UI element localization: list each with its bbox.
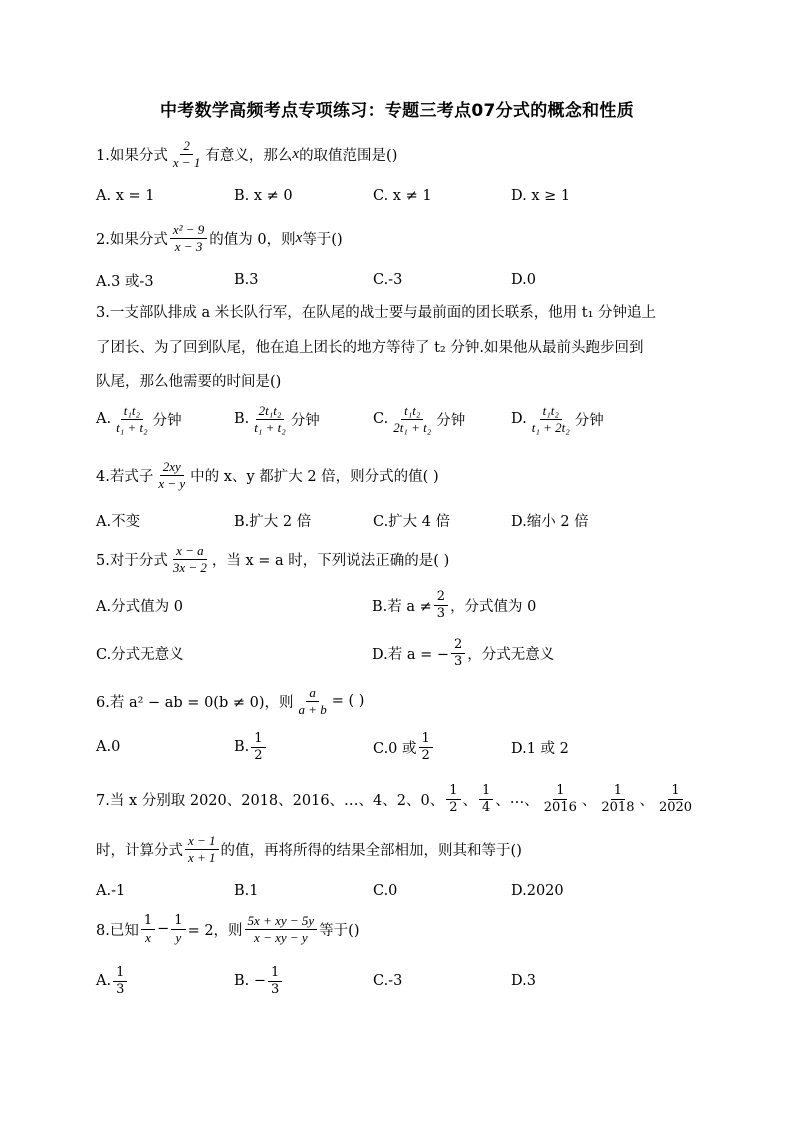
q7-option-c: C.0 <box>373 883 398 899</box>
q7-separator: 、 <box>639 792 654 809</box>
q4-denominator: x − y <box>158 475 186 491</box>
q6-option-c-prefix: C.0 或 <box>373 740 417 757</box>
q3-line-3: 队尾，那么他需要的时间是() <box>96 373 282 390</box>
q3-option-d-numerator: t₁t₂ <box>540 404 562 420</box>
q8-options <box>96 958 700 1004</box>
question-6 <box>96 678 700 724</box>
q2-option-b: B.3 <box>234 272 259 288</box>
q5-option-b-fraction <box>434 590 448 620</box>
q8-minus: − <box>157 921 170 937</box>
q7-line-1 <box>96 776 700 822</box>
q5-option-d-fraction <box>451 638 465 668</box>
q7-option-b: B.1 <box>234 883 259 899</box>
q6-option-c-denominator: 2 <box>421 747 430 763</box>
q3-option-c-fraction <box>390 404 434 434</box>
q5-option-c: C.分式无意义 <box>96 646 184 663</box>
q8-prefix: 8.已知 <box>96 922 139 939</box>
q6-suffix: = ( ) <box>331 693 365 709</box>
q7-seq-fraction-3 <box>541 784 580 814</box>
q6-numerator: a <box>306 686 319 702</box>
q6-option-b-numerator: 1 <box>251 732 265 748</box>
question-2 <box>96 215 700 261</box>
q3-line-1: 3.一支部队排成 a 米长队行军，在队尾的战士要与最前面的团长联系，他用 t₁ 分钟追上 <box>96 304 657 321</box>
q7-line-2-suffix: 的值，再将所得的结果全部相加，则其和等于() <box>220 842 522 859</box>
q7-separator: 、 <box>462 792 477 809</box>
q6-prefix: 6.若 a² − ab = 0(b ≠ 0)，则 <box>96 694 294 711</box>
q1-fraction <box>170 139 204 169</box>
q6-fraction <box>295 686 329 716</box>
q2-suffix-a: 的值为 0，则 <box>209 231 296 248</box>
q3-option-a-label: A. <box>96 411 112 427</box>
q1-prefix: 1.如果分式 <box>96 147 168 164</box>
q3-option-a <box>96 396 182 442</box>
q5-fraction <box>170 544 210 574</box>
q8-option-b-fraction <box>268 966 282 996</box>
q4-numerator: 2xy <box>160 460 184 476</box>
q7-separator: 、 <box>495 792 510 809</box>
q5-option-b-denominator: 3 <box>436 605 446 621</box>
q3-options <box>96 396 700 442</box>
q8-option-b-denominator: 3 <box>271 981 280 997</box>
q5-options-row-1 <box>96 582 700 628</box>
q3-option-b-fraction <box>251 404 289 434</box>
q8-option-b-prefix: B. − <box>234 973 267 989</box>
q3-option-a-fraction <box>113 404 151 434</box>
q7-seq-5-numerator: 1 <box>668 784 682 800</box>
q7-denominator: x + 1 <box>188 849 216 865</box>
question-4 <box>96 452 700 498</box>
q6-option-c-numerator: 1 <box>419 732 433 748</box>
q2-numerator: x² − 9 <box>170 223 207 239</box>
q1-suffix-b: 的取值范围是() <box>299 147 398 164</box>
q8-fraction-3 <box>245 914 318 944</box>
q1-option-a: A. x = 1 <box>96 188 155 204</box>
q6-option-b <box>234 724 268 770</box>
q1-variable: x <box>292 145 300 162</box>
q5-option-b-suffix: ，分式值为 0 <box>450 598 537 615</box>
q8-option-c: C.-3 <box>373 973 403 989</box>
q7-seq-4-numerator: 1 <box>611 784 625 800</box>
q4-suffix: 中的 x、y 都扩大 2 倍，则分式的值( ) <box>190 468 439 485</box>
q3-option-b-label: B. <box>234 411 250 427</box>
q8-fraction-3-denominator: x − xy − y <box>254 929 308 945</box>
q2-prefix: 2.如果分式 <box>96 231 168 248</box>
q6-option-a: A.0 <box>96 739 121 755</box>
q7-seq-5-denominator: 2020 <box>658 799 693 815</box>
q5-option-a: A.分式值为 0 <box>96 598 183 615</box>
question-5 <box>96 536 700 582</box>
q5-numerator: x − a <box>173 544 207 560</box>
q8-option-b <box>234 958 284 1004</box>
q3-option-d <box>511 396 604 442</box>
q3-option-b-numerator: 2t₁t₂ <box>256 404 285 420</box>
q5-prefix: 5.对于分式 <box>96 552 168 569</box>
q6-option-b-fraction <box>251 732 265 762</box>
q6-option-c <box>373 724 435 770</box>
q3-option-d-label: D. <box>511 411 527 427</box>
q3-option-c-unit: 分钟 <box>436 412 466 429</box>
q5-denominator: 3x − 2 <box>172 559 207 575</box>
q8-equation: = 2，则 <box>187 922 243 939</box>
q5-option-d-numerator: 2 <box>451 638 465 654</box>
q8-fraction-2-numerator: 1 <box>171 914 185 930</box>
q1-option-c: C. x ≠ 1 <box>373 188 432 204</box>
q3-option-c-numerator: t₁t₂ <box>401 404 423 420</box>
q8-option-a-fraction <box>113 966 127 996</box>
q3-option-d-fraction <box>529 404 573 434</box>
q4-option-d: D.缩小 2 倍 <box>511 513 589 530</box>
q8-option-b-numerator: 1 <box>268 966 282 982</box>
q3-option-c-denominator: 2t₁ + t₂ <box>393 419 432 435</box>
q7-seq-4-denominator: 2018 <box>601 799 635 815</box>
q5-suffix: ，当 x = a 时，下列说法正确的是( ) <box>211 552 450 569</box>
q7-line-2 <box>96 826 700 872</box>
q2-variable: x <box>295 229 303 246</box>
q7-seq-fraction-2 <box>479 784 493 814</box>
page-title: 中考数学高频考点专项练习：专题三考点07分式的概念和性质 <box>159 101 635 121</box>
q2-denominator: x − 3 <box>174 238 203 254</box>
q8-fraction-1-numerator: 1 <box>141 914 155 930</box>
q1-denominator: x − 1 <box>172 154 201 170</box>
q8-option-a-numerator: 1 <box>113 966 127 982</box>
q8-option-a-prefix: A. <box>96 973 112 989</box>
q7-option-a: A.-1 <box>96 883 126 899</box>
q7-seq-fraction-5 <box>656 784 695 814</box>
q5-option-d-suffix: ，分式无意义 <box>467 646 555 663</box>
q2-fraction <box>170 223 207 253</box>
q8-suffix: 等于() <box>319 922 360 939</box>
q6-option-c-fraction <box>419 732 433 762</box>
q7-seq-3-denominator: 2016 <box>543 799 577 815</box>
q3-option-d-denominator: t₁ + 2t₂ <box>531 419 570 435</box>
q7-option-d: D.2020 <box>511 883 564 899</box>
q2-option-d: D.0 <box>511 272 536 288</box>
q7-ellipsis: … <box>509 791 525 807</box>
q7-numerator: x − 1 <box>185 834 219 850</box>
q7-seq-1-numerator: 1 <box>446 784 460 800</box>
q2-option-c: C.-3 <box>373 272 403 288</box>
q1-numerator: 2 <box>180 139 193 155</box>
q5-options-row-2 <box>96 630 700 676</box>
q7-seq-2-denominator: 4 <box>482 799 491 815</box>
q8-fraction-1-denominator: x <box>145 929 151 945</box>
q6-option-d: D.1 或 2 <box>511 740 569 757</box>
q3-option-d-unit: 分钟 <box>574 412 604 429</box>
q5-option-b-prefix: B.若 a ≠ <box>372 598 432 615</box>
q7-seq-3-numerator: 1 <box>553 784 567 800</box>
q1-suffix-a: 有意义，那么 <box>205 147 293 164</box>
q7-fraction <box>185 834 219 864</box>
q3-line-2: 了团长、为了回到队尾，他在追上团长的地方等待了 t₂ 分钟.如果他从最前头跑步回到 <box>96 339 644 356</box>
q3-option-a-numerator: t₁t₂ <box>121 404 143 420</box>
q6-denominator: a + b <box>298 701 327 717</box>
q3-option-a-unit: 分钟 <box>152 412 182 429</box>
q7-seq-fraction-4 <box>598 784 637 814</box>
q2-option-a: A.3 或-3 <box>96 273 154 290</box>
q3-option-a-denominator: t₁ + t₂ <box>116 419 148 435</box>
q6-options <box>96 724 700 770</box>
q5-option-d-denominator: 3 <box>454 653 463 669</box>
q5-option-d <box>372 630 554 676</box>
q4-fraction <box>155 460 188 490</box>
q5-option-b-numerator: 2 <box>434 590 448 606</box>
q7-line-2-prefix: 时，计算分式 <box>96 842 183 859</box>
q1-option-b: B. x ≠ 0 <box>234 188 293 204</box>
q5-option-b <box>372 582 536 628</box>
q8-fraction-2 <box>171 914 185 944</box>
q7-seq-fraction-1 <box>446 784 460 814</box>
q8-fraction-2-denominator: y <box>175 929 182 945</box>
q1-options <box>96 173 700 219</box>
q3-option-c <box>373 396 465 442</box>
q7-seq-1-denominator: 2 <box>449 799 458 815</box>
q3-option-b-unit: 分钟 <box>290 412 320 429</box>
q8-fraction-3-numerator: 5x + xy − 5y <box>245 914 318 930</box>
q1-option-d: D. x ≥ 1 <box>511 188 571 204</box>
q8-option-d: D.3 <box>511 973 536 989</box>
q7-seq-2-numerator: 1 <box>479 784 493 800</box>
q4-option-a: A.不变 <box>96 513 141 530</box>
q7-prefix: 7.当 x 分别取 2020、2018、2016、…、4、2、0、 <box>96 792 445 809</box>
q8-option-a-denominator: 3 <box>116 981 125 997</box>
q8-option-a <box>96 958 129 1004</box>
q8-fraction-1 <box>141 914 155 944</box>
q4-prefix: 4.若式子 <box>96 468 154 485</box>
q6-option-b-prefix: B. <box>234 739 250 755</box>
question-1 <box>96 131 700 177</box>
q3-option-c-label: C. <box>373 411 389 427</box>
q7-separator: 、 <box>524 792 539 809</box>
q7-separator: 、 <box>581 792 597 809</box>
q3-option-b-denominator: t₁ + t₂ <box>254 419 286 435</box>
q2-suffix-b: 等于() <box>302 231 343 248</box>
q6-option-b-denominator: 2 <box>254 747 263 763</box>
q4-option-b: B.扩大 2 倍 <box>234 513 312 530</box>
q4-option-c: C.扩大 4 倍 <box>373 513 451 530</box>
question-8 <box>96 906 700 952</box>
q5-option-d-prefix: D.若 a = − <box>372 646 449 663</box>
q3-option-b <box>234 396 320 442</box>
